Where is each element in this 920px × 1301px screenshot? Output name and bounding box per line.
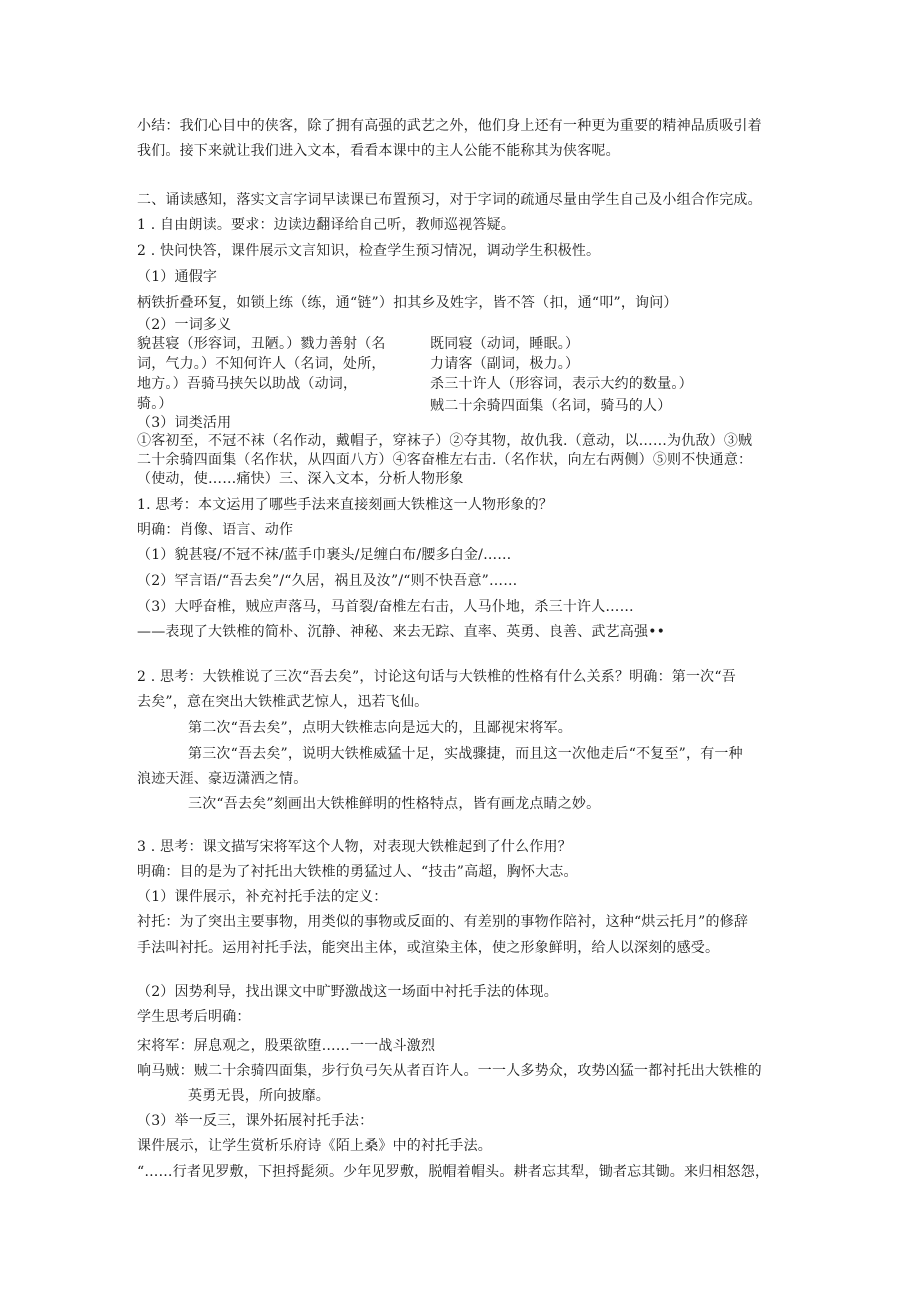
item-2: 2 . 快问快答，课件展示文言知识，检查学生预习情况，调动学生积极性。 bbox=[137, 243, 601, 259]
think-1-question: 1. 思考：本文运用了哪些手法来直接刻画大铁椎这一人物形象的？ bbox=[137, 497, 554, 513]
yici-right-1: 既同寝（动词，睡眠。） bbox=[430, 336, 580, 352]
think-3-sub-2-line-3: 响马贼：贼二十余骑四面集，步行负弓矢从者百许人。一一人多势众，攻势凶猛一都衬托出大铁椎的 bbox=[137, 1063, 762, 1079]
think-3-sub-3-line-1: 课件展示，让学生赏析乐府诗《陌上桑》中的衬托手法。 bbox=[137, 1138, 492, 1154]
tongjia-text: 柄铁折叠环复，如锁上练（练，通“链”）扣其乡及姓字，皆不答（扣，通“叩”，询问） bbox=[137, 295, 678, 311]
think-3-sub-2-line-4: 英勇无畏，所向披靡。 bbox=[188, 1088, 330, 1104]
yici-right-3: 杀三十许人（形容词，表示大约的数量。） bbox=[430, 376, 693, 392]
yici-left-1: 貌甚寝（形容词，丑陋。）戮力善射（名 bbox=[137, 336, 386, 352]
think-2-line-2: 去矣”，意在突出大铁椎武艺惊人，迅若飞仙。 bbox=[137, 694, 429, 710]
think-2-line-5: 浪迹天涯、豪迈潇洒之情。 bbox=[137, 771, 308, 787]
think-3-sub-2-title: （2）因势利导，找出课文中旷野激战这一场面中衬托手法的体现。 bbox=[137, 984, 558, 1000]
think-2-line-4: 第三次“吾去矣”，说明大铁椎威猛十足，实战骤捷，而且这一次他走后“不复至”，有一种 bbox=[188, 746, 743, 762]
think-3-sub-1-title: （1）课件展示，补充衬托手法的定义： bbox=[137, 889, 388, 905]
think-1-conclusion: ——表现了大铁椎的简朴、沉静、神秘、来去无踪、直率、英勇、良善、武艺高强•• bbox=[137, 624, 666, 640]
think-3-sub-3-title: （3）举一反三，课外拓展衬托手法： bbox=[137, 1113, 374, 1129]
cilei-line-1: ①客初至，不冠不袜（名作动，戴帽子，穿袜子）②夺其物，故仇我.（意动，以……为仇敌）③贼 bbox=[137, 433, 753, 449]
yici-right-2: 力请客（副词，极力。） bbox=[430, 356, 580, 372]
yici-left-3: 地方。）吾骑马挟矢以助战（动词， bbox=[137, 376, 358, 392]
yici-left-4: 骑。） bbox=[137, 396, 173, 412]
think-3-sub-1-line-1: 衬托：为了突出主要事物，用类似的事物或反面的、有差别的事物作陪衬，这种“烘云托月”的修辞 bbox=[137, 914, 749, 930]
summary-line-1: 小结：我们心目中的侠客，除了拥有高强的武艺之外，他们身上还有一种更为重要的精神品质吸引着 bbox=[137, 118, 762, 134]
think-3-question: 3 . 思考：课文描写宋将军这个人物，对表现大铁椎起到了什么作用？ bbox=[137, 839, 572, 855]
think-1-point-2: （2）罕言语/“吾去矣”/“久居，祸且及汝”/“则不快吾意”…… bbox=[137, 573, 518, 589]
think-3-sub-3-line-2: “……行者见罗敷，下担捋髭须。少年见罗敷，脱帽着帽头。耕者忘其犁，锄者忘其锄。来归相怒怨， bbox=[137, 1164, 770, 1180]
cilei-title: （3）词类活用 bbox=[137, 415, 232, 431]
think-2-line-6: 三次“吾去矣”刻画出大铁椎鲜明的性格特点，皆有画龙点睛之妙。 bbox=[188, 796, 601, 812]
tongjia-title: （1）通假字 bbox=[137, 269, 218, 285]
think-2-line-3: 第二次“吾去矣”，点明大铁椎志向是远大的，且鄙视宋将军。 bbox=[188, 720, 572, 736]
think-3-sub-2-line-2: 宋将军：屏息观之，股栗欲堕……一一战斗激烈 bbox=[137, 1038, 436, 1054]
think-3-sub-1-line-2: 手法叫衬托。运用衬托手法，能突出主体，或渲染主体，使之形象鲜明，给人以深刻的感受。 bbox=[137, 940, 720, 956]
yici-left-2: 词，气力。）不知何许人（名词，处所， bbox=[137, 356, 386, 372]
think-1-answer: 明确：肖像、语言、动作 bbox=[137, 522, 294, 538]
think-1-point-1: （1）貌甚寝/不冠不袜/蓝手巾裹头/足缠白布/腰多白金/…… bbox=[137, 547, 512, 563]
think-3-answer: 明确：目的是为了衬托出大铁椎的勇猛过人、“技击”高超，胸怀大志。 bbox=[137, 864, 578, 880]
cilei-line-3: （使动，使……痛快）三、深入文本，分析人物形象 bbox=[137, 471, 464, 487]
yici-right-4: 贼二十余骑四面集（名词，骑马的人） bbox=[430, 398, 672, 414]
think-2-line-1: 2 . 思考：大铁椎说了三次“吾去矣”，讨论这句话与大铁椎的性格有什么关系？明确：第一次“吾 bbox=[137, 669, 736, 685]
section-2-heading: 二、诵读感知，落实文言字词早读课已布置预习，对于字词的疏通尽量由学生自己及小组合作完成。 bbox=[137, 192, 762, 208]
think-3-sub-2-line-1: 学生思考后明确： bbox=[137, 1009, 251, 1025]
item-1: 1 . 自由朗读。要求：边读边翻译给自己听，教师巡视答疑。 bbox=[137, 217, 516, 233]
summary-line-2: 我们。接下来就让我们进入文本，看看本课中的主人公能不能称其为侠客呢。 bbox=[137, 143, 620, 159]
think-1-point-3: （3）大呼奋椎，贼应声落马，马首裂/奋椎左右击，人马仆地，杀三十许人…… bbox=[137, 599, 634, 615]
yici-title: （2）一词多义 bbox=[137, 317, 232, 333]
cilei-line-2: 二十余骑四面集（名作状，从四面八方）④客奋椎左右击.（名作状，向左右两侧）⑤则不快通意： bbox=[137, 452, 753, 468]
